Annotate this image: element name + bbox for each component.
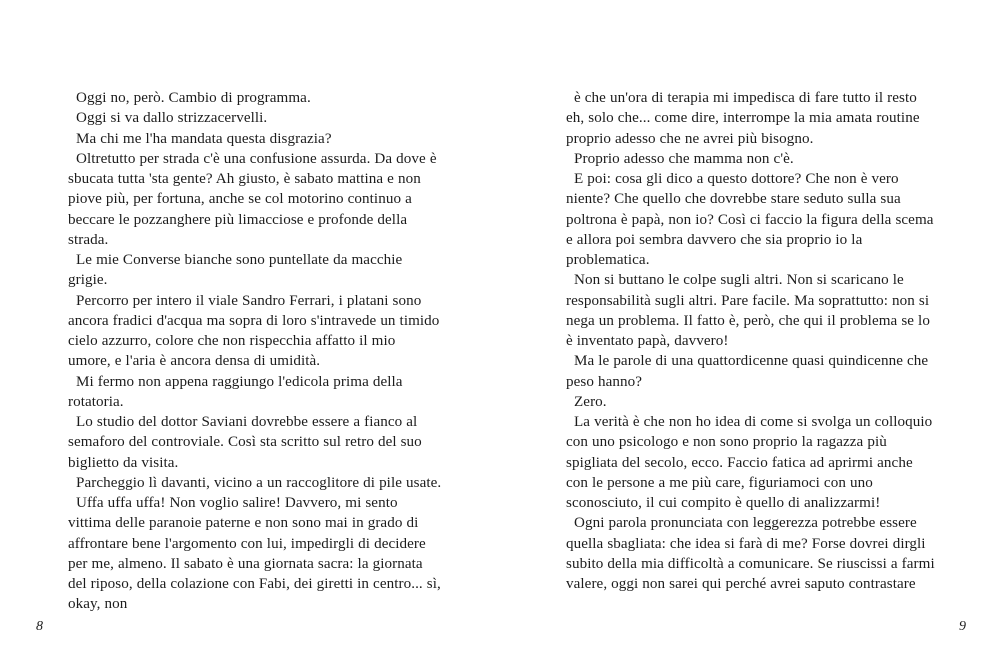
paragraph: Ma chi me l'ha mandata questa disgrazia? bbox=[76, 130, 332, 147]
page-number-right: 9 bbox=[959, 619, 966, 634]
page-number-left: 8 bbox=[36, 619, 43, 634]
paragraph: Zero. bbox=[574, 393, 607, 410]
paragraph: è che un'ora di terapia mi impedisca di fare tutto il resto eh, solo che... come dire, interrompe la mia amata routine proprio adesso che ne avrei più bisogno. bbox=[566, 90, 920, 147]
paragraph: Oltretutto per strada c'è una confusione assurda. Da dove è sbucata tutta 'sta gente? Ah giusto, è sabato mattina e non piove più, per fortuna, anche se col motorino continuo a beccare le pozzanghere più limacciose e profonde della strada. bbox=[68, 150, 437, 248]
paragraph: Ogni parola pronunciata con leggerezza potrebbe essere quella sbagliata: che idea si farà di me? Forse dovrei dirgli subito della mia difficoltà a comunicare. Se riuscissi a farmi valere, oggi non sarei qui perché avrei saputo contrastare bbox=[566, 515, 935, 592]
body-text-left bbox=[68, 88, 442, 615]
paragraph: Oggi si va dallo strizzacervelli. bbox=[76, 110, 268, 127]
paragraph: Lo studio del dottor Saviani dovrebbe essere a fianco al semaforo del controviale. Così sta scritto sul retro del suo biglietto da visita. bbox=[68, 414, 422, 471]
paragraph: E poi: cosa gli dico a questo dottore? Che non è vero niente? Che quello che dovrebbe stare seduto sulla sua poltrona è papà, non io? Così ci faccio la figura della scema e allora poi sembra davvero che sia proprio io la problematica. bbox=[566, 171, 934, 268]
paragraph: Ma le parole di una quattordicenne quasi quindicenne che peso hanno? bbox=[566, 353, 929, 390]
paragraph: La verità è che non ho idea di come si svolga un colloquio con uno psicologo e non sono proprio la ragazza più spigliata del secolo, ecco. Faccio fatica ad aprirmi anche con le persone a me più care, figuriamoci con uno sconosciuto, il cui compito è quello di analizzarmi! bbox=[566, 414, 933, 511]
page-right bbox=[500, 0, 1000, 660]
paragraph: Percorro per intero il viale Sandro Ferrari, i platani sono ancora fradici d'acqua ma sopra di loro s'intravede un timido cielo azzurro, colore che non rispecchia affatto il mio umore, e l'aria è ancora densa di umidità. bbox=[68, 292, 440, 370]
paragraph: Oggi no, però. Cambio di programma. bbox=[76, 90, 311, 106]
paragraph: Le mie Converse bianche sono puntellate da macchie grigie. bbox=[68, 252, 403, 289]
paragraph: Mi fermo non appena raggiungo l'edicola prima della rotatoria. bbox=[68, 373, 403, 410]
paragraph: Uffa uffa uffa! Non voglio salire! Davvero, mi sento vittima delle paranoie paterne e non sono mai in grado di affrontare bene l'argomento con lui, impedirgli di decidere per me, almeno. Il sabato è una giornata sacra: la giornata del riposo, della colazione con Fabi, dei giretti in centro... sì, okay, non bbox=[68, 495, 441, 613]
paragraph: Non si buttano le colpe sugli altri. Non si scaricano le responsabilità sugli altri. Pare facile. Ma soprattutto: non si nega un problema. Il fatto è, però, che qui il problema se lo è inventato papà, davvero! bbox=[566, 272, 930, 349]
body-text-right bbox=[566, 88, 938, 594]
paragraph: Parcheggio lì davanti, vicino a un raccoglitore di pile usate. bbox=[76, 474, 442, 491]
paragraph: Proprio adesso che mamma non c'è. bbox=[574, 150, 794, 167]
